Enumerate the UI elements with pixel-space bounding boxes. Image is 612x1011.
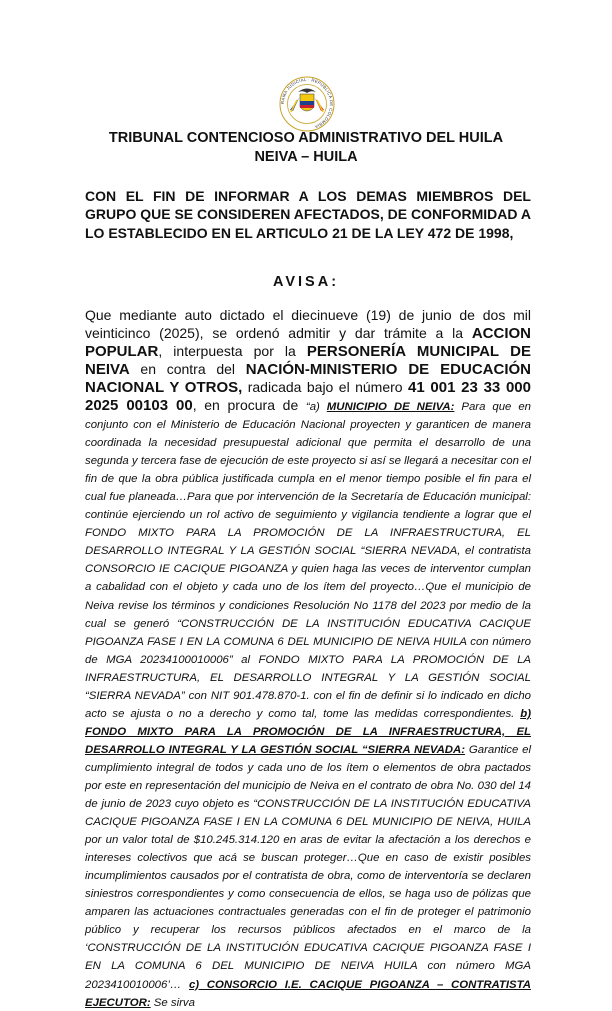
avisa-heading: AVISA: [272,274,340,290]
court-name: TRIBUNAL CONTENCIOSO ADMINISTRATIVO DEL HUILA [108,130,504,146]
notice-body [85,307,531,1011]
item-b-text: Garantice el cumplimiento integral de todos y cada uno de los ítem o elementos de obra pactados por este en representación del municipio de Neiva en el contrato de obra No. 030 del 14 de junio de 2023 cuyo objeto es “CONSTRUCCIÓN DE LA INSTITUCIÓN EDUCATIVA CACIQUE PIGOANZA FASE I EN LA COMUNA 6 DEL MUNICIPIO DE NEIVA, HUILA por un valor total de $10.245.314.120 en aras de evitar la afectación a los derechos e intereses colectivos que acá se buscan proteger…Que en caso de existir posibles incumplimientos causados por el contratista de obra, como de interventoría se declaren siniestros correspondientes y como consecuencia de ellos, se haga uso de pólizas que amparen las actuaciones contractuales generadas con el fin de proteger el patrimonio público y recuperar los recursos públicos afectados en el marco de la ‘CONSTRUCCIÓN DE LA INSTITUCIÓN EDUCATIVA CACIQUE PIGOANZA FASE I EN LA COMUNA 6 DEL MUNICIPIO DE NEIVA HUILA con número MGA 2023410010006’… [85,743,531,991]
court-location: NEIVA – HUILA [254,149,358,165]
body-text: Que mediante auto dictado el diecinueve (19) de junio de dos mil veinticinco (2025), se ordenó admitir y dar trámite a la [85,307,531,341]
case-number: 41 001 23 33 000 2025 00103 00 [85,379,531,414]
defendant: NACIÓN-MINISTERIO DE EDUCACIÓN NACIONAL Y OTROS, [85,361,531,396]
body-text: radicada bajo el número [242,379,409,395]
quote-open: “a) [305,401,327,413]
intro-statement: CON EL FIN DE INFORMAR A LOS DEMAS MIEMBROS DEL GRUPO QUE SE CONSIDEREN AFECTADOS, DE CONFORMIDAD A LO ESTABLECIDO EN EL ARTICULO 21 DE LA LEY 472 DE 1998, [85,188,531,241]
plaintiff: PERSONERÍA MUNICIPAL DE NEIVA [85,343,531,378]
seal-ring-text: RAMA JUDICIAL · REPÚBLICA DE COLOMBIA [279,76,335,130]
item-a-text: Para que en conjunto con el Ministerio de Educación Nacional proyecten y garanticen de manera coordinada la necesidad presupuestal adicional que permita el desarrollo de una segunda y tercera fase de ejecución de este proyecto si así se llegará a necesitar con el fin de que la obra pública justificada cumpla en el menor tiempo posible el fin para el cual fue planeada…Para que por intervención de la Secretaría de Educación municipal: continúe ejerciendo un rol activo de seguimiento y vigilancia tendiente a lograr que el FONDO MIXTO PARA LA PROMOCIÓN DE LA INFRAESTRUCTURA, EL DESARROLLO INTEGRAL Y LA GESTIÓN SOCIAL “SIERRA NEVADA, el contratista CONSORCIO IE CACIQUE PIGOANZA y quien haga las veces de interventor cumplan a cabalidad con el objeto y cada uno de los ítem del proyecto…Que el municipio de Neiva revise los términos y condiciones Resolución No 1178 del 2023 por medio de la cual se generó “CONSTRUCCIÓN DE LA INSTITUCIÓN EDUCATIVA CACIQUE PIGOANZA FASE I EN LA COMUNA 6 DEL MUNICIPIO DE NEIVA HUILA con número de MGA 20234100010006” al FONDO MIXTO PARA LA PROMOCIÓN DE LA INFRAESTRUCTURA, EL DESARROLLO INTEGRAL Y LA GESTIÓN SOCIAL “SIERRA NEVADA” con NIT 901.478.870-1. con el fin de definir si lo indicado en dicho acto se ajusta o no a derecho y como tal, tome las medidas correspondientes. [85,401,532,720]
item-c-text: Se sirva [150,996,195,1009]
court-seal-logo [270,74,344,134]
body-text: , en procura de [192,397,306,413]
action-type: ACCION POPULAR [85,325,531,360]
body-text: , interpuesta por la [158,343,307,359]
item-b-heading: b) FONDO MIXTO PARA LA PROMOCIÓN DE LA INFRAESTRUCTURA, EL DESARROLLO INTEGRAL Y LA GESTIÓN SOCIAL “SIERRA NEVADA: [85,707,531,756]
body-text: en contra del [129,361,246,377]
item-a-heading: MUNICIPIO DE NEIVA: [326,401,455,413]
item-c-heading: c) CONSORCIO I.E. CACIQUE PIGOANZA – CONTRATISTA EJECUTOR: [85,978,531,1009]
